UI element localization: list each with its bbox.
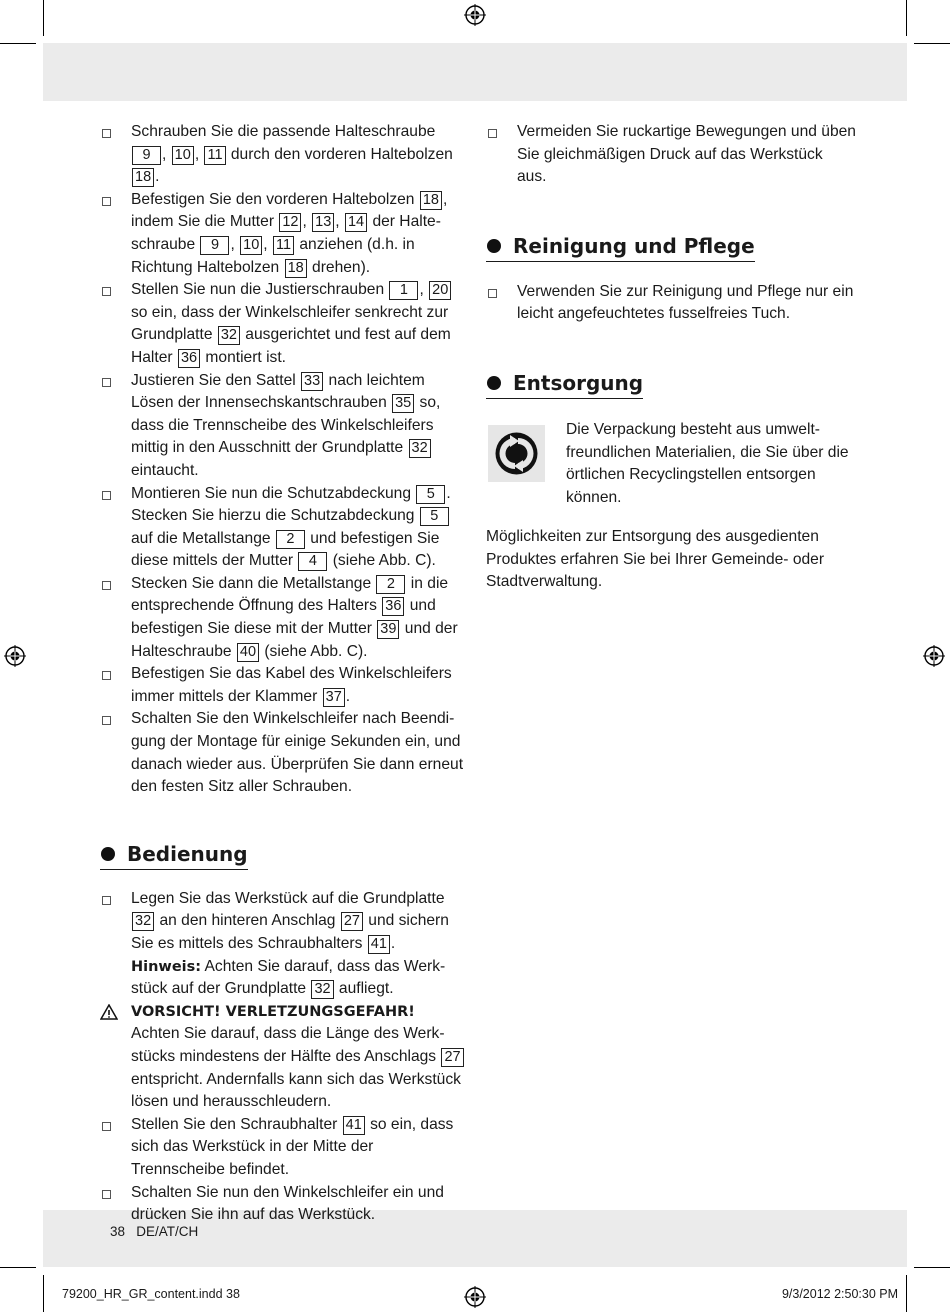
part-reference-number: 27: [341, 912, 363, 931]
part-reference-number: 2: [276, 530, 305, 549]
registration-mark-icon: [464, 1286, 486, 1308]
assembly-list: [100, 121, 468, 799]
part-reference-number: 41: [368, 935, 390, 954]
text-segment: ,: [263, 235, 272, 253]
note-label: Hinweis:: [131, 958, 202, 975]
crop-mark: [43, 1275, 44, 1312]
part-reference-number: 18: [420, 191, 442, 210]
part-reference-number: 11: [204, 146, 225, 165]
part-reference-number: 2: [376, 575, 405, 594]
part-reference-number: 13: [312, 213, 334, 232]
crop-mark: [0, 1267, 36, 1268]
part-reference-number: 40: [237, 643, 259, 662]
part-reference-number: 9: [200, 236, 229, 255]
checkbox-bullet-icon: [102, 896, 111, 905]
checkbox-bullet-icon: [102, 581, 111, 590]
part-reference-number: 10: [240, 236, 262, 255]
text-segment: Stecken Sie dann die Metallstange: [131, 574, 376, 592]
checkbox-bullet-icon: [102, 378, 111, 387]
text-segment: (siehe Abb. C).: [260, 642, 368, 660]
left-column: [100, 121, 468, 1227]
text-segment: montiert ist.: [201, 348, 286, 366]
text-segment: ,: [335, 213, 344, 231]
part-reference-number: 9: [132, 146, 161, 165]
disposal-product-text: Möglichkeiten zur Entsorgung des ausgedienten Produktes erfahren Sie bei Ihrer Gemeinde- oder Stadtverwaltung.: [486, 527, 825, 591]
registration-mark-icon: [923, 645, 945, 667]
part-reference-number: 36: [382, 597, 404, 616]
text-segment: so ein, dass sich das Werkstück in der Mitte der Trennscheibe befindet.: [131, 1115, 454, 1178]
slug-date-info: 9/3/2012 2:50:30 PM: [781, 1287, 898, 1301]
list-item: [100, 1114, 468, 1182]
crop-mark: [914, 1267, 950, 1268]
text-segment: auf die Metallstange: [131, 529, 275, 547]
text-segment: Stellen Sie den Schraubhalter: [131, 1115, 342, 1133]
disposal-packaging-text: Die Verpackung besteht aus umweltfreundlichen Materialien, die Sie über die örtlichen Recyclingstellen entsorgen können.: [566, 420, 849, 506]
slug-file-info: 79200_HR_GR_content.indd 38: [62, 1287, 240, 1301]
checkbox-bullet-icon: [102, 716, 111, 725]
checkbox-bullet-icon: [488, 129, 497, 138]
list-item: [100, 663, 468, 708]
text-segment: Befestigen Sie das Kabel des Winkelschleifers immer mittels der Klammer: [131, 665, 452, 705]
crop-mark: [906, 0, 907, 36]
bullet-dot-icon: [101, 847, 115, 861]
header-band: [43, 43, 907, 101]
list-item: [100, 370, 468, 483]
text-segment: anziehen (d.h. in Richtung Haltebolzen: [131, 235, 415, 276]
part-reference-number: 32: [132, 912, 154, 931]
text-segment: und sichern Sie es mittels des Schraubhalters: [131, 912, 449, 952]
checkbox-bullet-icon: [102, 197, 111, 206]
list-item: [100, 888, 468, 1001]
text-segment: ,: [194, 145, 204, 163]
text-segment: Legen Sie das Werkstück auf die Grundplatte: [131, 889, 445, 907]
section-heading-bedienung: Bedienung: [100, 841, 248, 870]
text-segment: und der Halteschraube: [131, 620, 458, 660]
list-item: Vermeiden Sie ruckartige Bewegungen und üben Sie gleichmäßigen Druck auf das Werkstück aus.: [486, 121, 856, 189]
part-reference-number: 18: [132, 168, 154, 187]
section-heading-reinigung: Reinigung und Pflege: [486, 233, 755, 262]
part-reference-number: 5: [416, 485, 445, 504]
list-item: [100, 189, 468, 279]
page-footer: [110, 1224, 198, 1239]
list-item: [100, 1182, 468, 1227]
list-item: [100, 279, 468, 369]
bullet-dot-icon: [487, 376, 501, 390]
checkbox-bullet-icon: [102, 491, 111, 500]
part-reference-number: 32: [311, 980, 333, 999]
text-segment: ,: [419, 281, 429, 299]
text-segment: so, dass die Trennscheibe des Winkelschleifers mittig in den Ausschnitt der Grundplatte: [131, 394, 441, 457]
country-codes: DE/AT/CH: [136, 1224, 199, 1239]
bullet-dot-icon: [487, 239, 501, 253]
list-item: [100, 121, 468, 189]
checkbox-bullet-icon: [102, 287, 111, 296]
text-segment: ,: [302, 213, 312, 231]
part-reference-number: 14: [345, 213, 367, 232]
registration-mark-icon: [464, 4, 486, 26]
list-item: [100, 573, 468, 663]
crop-mark: [0, 43, 36, 44]
text-segment: eintaucht.: [131, 461, 199, 479]
checkbox-bullet-icon: [488, 289, 497, 298]
crop-mark: [914, 43, 950, 44]
part-reference-number: 5: [420, 507, 449, 526]
text-segment: ,: [230, 235, 240, 253]
text-segment: drehen).: [307, 258, 371, 276]
list-item: [100, 708, 468, 798]
text-segment: und befestigen Sie diese mittels der Mutter: [131, 529, 440, 570]
text-segment: der Halteschraube: [131, 213, 441, 253]
part-reference-number: 20: [429, 281, 451, 300]
checkbox-bullet-icon: [102, 1190, 111, 1199]
part-reference-number: 33: [301, 372, 323, 391]
list-item: [100, 483, 468, 573]
green-dot-recycling-icon: [488, 425, 545, 482]
checkbox-bullet-icon: [102, 671, 111, 680]
warning-triangle-icon: [100, 1004, 118, 1020]
part-reference-number: 41: [343, 1116, 365, 1135]
text-segment: Befestigen Sie den vorderen Haltebolzen: [131, 190, 419, 208]
page-number: 38: [110, 1224, 126, 1239]
warning-block: [100, 1001, 468, 1114]
text-segment: ausgerichtet und fest auf dem Halter: [131, 326, 451, 366]
warning-title: VORSICHT! VERLETZUNGSGEFAHR!: [131, 1003, 415, 1020]
text-segment: Achten Sie darauf, dass die Länge des Werkstücks mindestens der Hälfte des Anschlags: [131, 1025, 445, 1065]
text-segment: Stellen Sie nun die Justierschrauben: [131, 281, 389, 299]
text-segment: entspricht. Andernfalls kann sich das Werkstück lösen und herausschleudern.: [131, 1070, 461, 1111]
text-segment: . Stecken Sie hierzu die Schutzabdeckung: [131, 484, 451, 525]
right-column: [486, 121, 856, 594]
part-reference-number: 32: [409, 439, 431, 458]
text-segment: an den hinteren Anschlag: [155, 912, 340, 930]
text-segment: so ein, dass der Winkelschleifer senkrecht zur Grundplatte: [131, 303, 449, 344]
part-reference-number: 36: [178, 349, 200, 368]
text-segment: Achten Sie darauf, dass das Werkstück auf der Grundplatte: [131, 957, 446, 998]
text-segment: Justieren Sie den Sattel: [131, 371, 301, 389]
text-segment: nach leichtem Lösen der Innensechskantschrauben: [131, 371, 425, 412]
text-segment: , indem Sie die Mutter: [131, 190, 448, 231]
text-segment: durch den vorderen Haltebolzen: [226, 145, 453, 163]
text-segment: .: [345, 687, 351, 705]
text-segment: und befestigen Sie diese mit der Mutter: [131, 597, 436, 638]
registration-mark-icon: [4, 645, 26, 667]
crop-mark: [43, 0, 44, 36]
text-segment: .: [155, 168, 160, 186]
section-heading-entsorgung: Entsorgung: [486, 370, 643, 399]
part-reference-number: 32: [218, 326, 240, 345]
part-reference-number: 1: [389, 281, 418, 300]
text-segment: ,: [162, 145, 171, 163]
list-item: Verwenden Sie zur Reinigung und Pflege nur ein leicht angefeuchtetes fusselfreies Tuch.: [486, 281, 856, 326]
part-reference-number: 39: [377, 620, 399, 639]
part-reference-number: 10: [172, 146, 194, 165]
crop-mark: [906, 1275, 907, 1312]
text-segment: Schalten Sie nun den Winkelschleifer ein und drücken Sie ihn auf das Werkstück.: [131, 1183, 444, 1224]
part-reference-number: 11: [273, 236, 294, 255]
text-segment: Montieren Sie nun die Schutzabdeckung: [131, 484, 416, 502]
part-reference-number: 18: [285, 259, 307, 278]
text-segment: in die entsprechende Öffnung des Halters: [131, 574, 449, 615]
part-reference-number: 35: [392, 394, 414, 413]
text-segment: (siehe Abb. C).: [328, 552, 436, 570]
part-reference-number: 4: [298, 552, 327, 571]
text-segment: aufliegt.: [334, 980, 394, 998]
text-segment: .: [390, 935, 396, 952]
checkbox-bullet-icon: [102, 129, 111, 138]
disposal-packaging-block: [486, 420, 856, 515]
part-reference-number: 37: [323, 688, 345, 707]
part-reference-number: 27: [441, 1048, 463, 1067]
text-segment: Schalten Sie den Winkelschleifer nach Beendigung der Montage für einige Sekunden ein, und danach wieder aus. Überprüfen Sie dann erneut den festen Sitz aller Schrauben.: [131, 710, 464, 796]
text-segment: Schrauben Sie die passende Halteschraube: [131, 123, 436, 140]
part-reference-number: 12: [279, 213, 301, 232]
checkbox-bullet-icon: [102, 1122, 111, 1131]
